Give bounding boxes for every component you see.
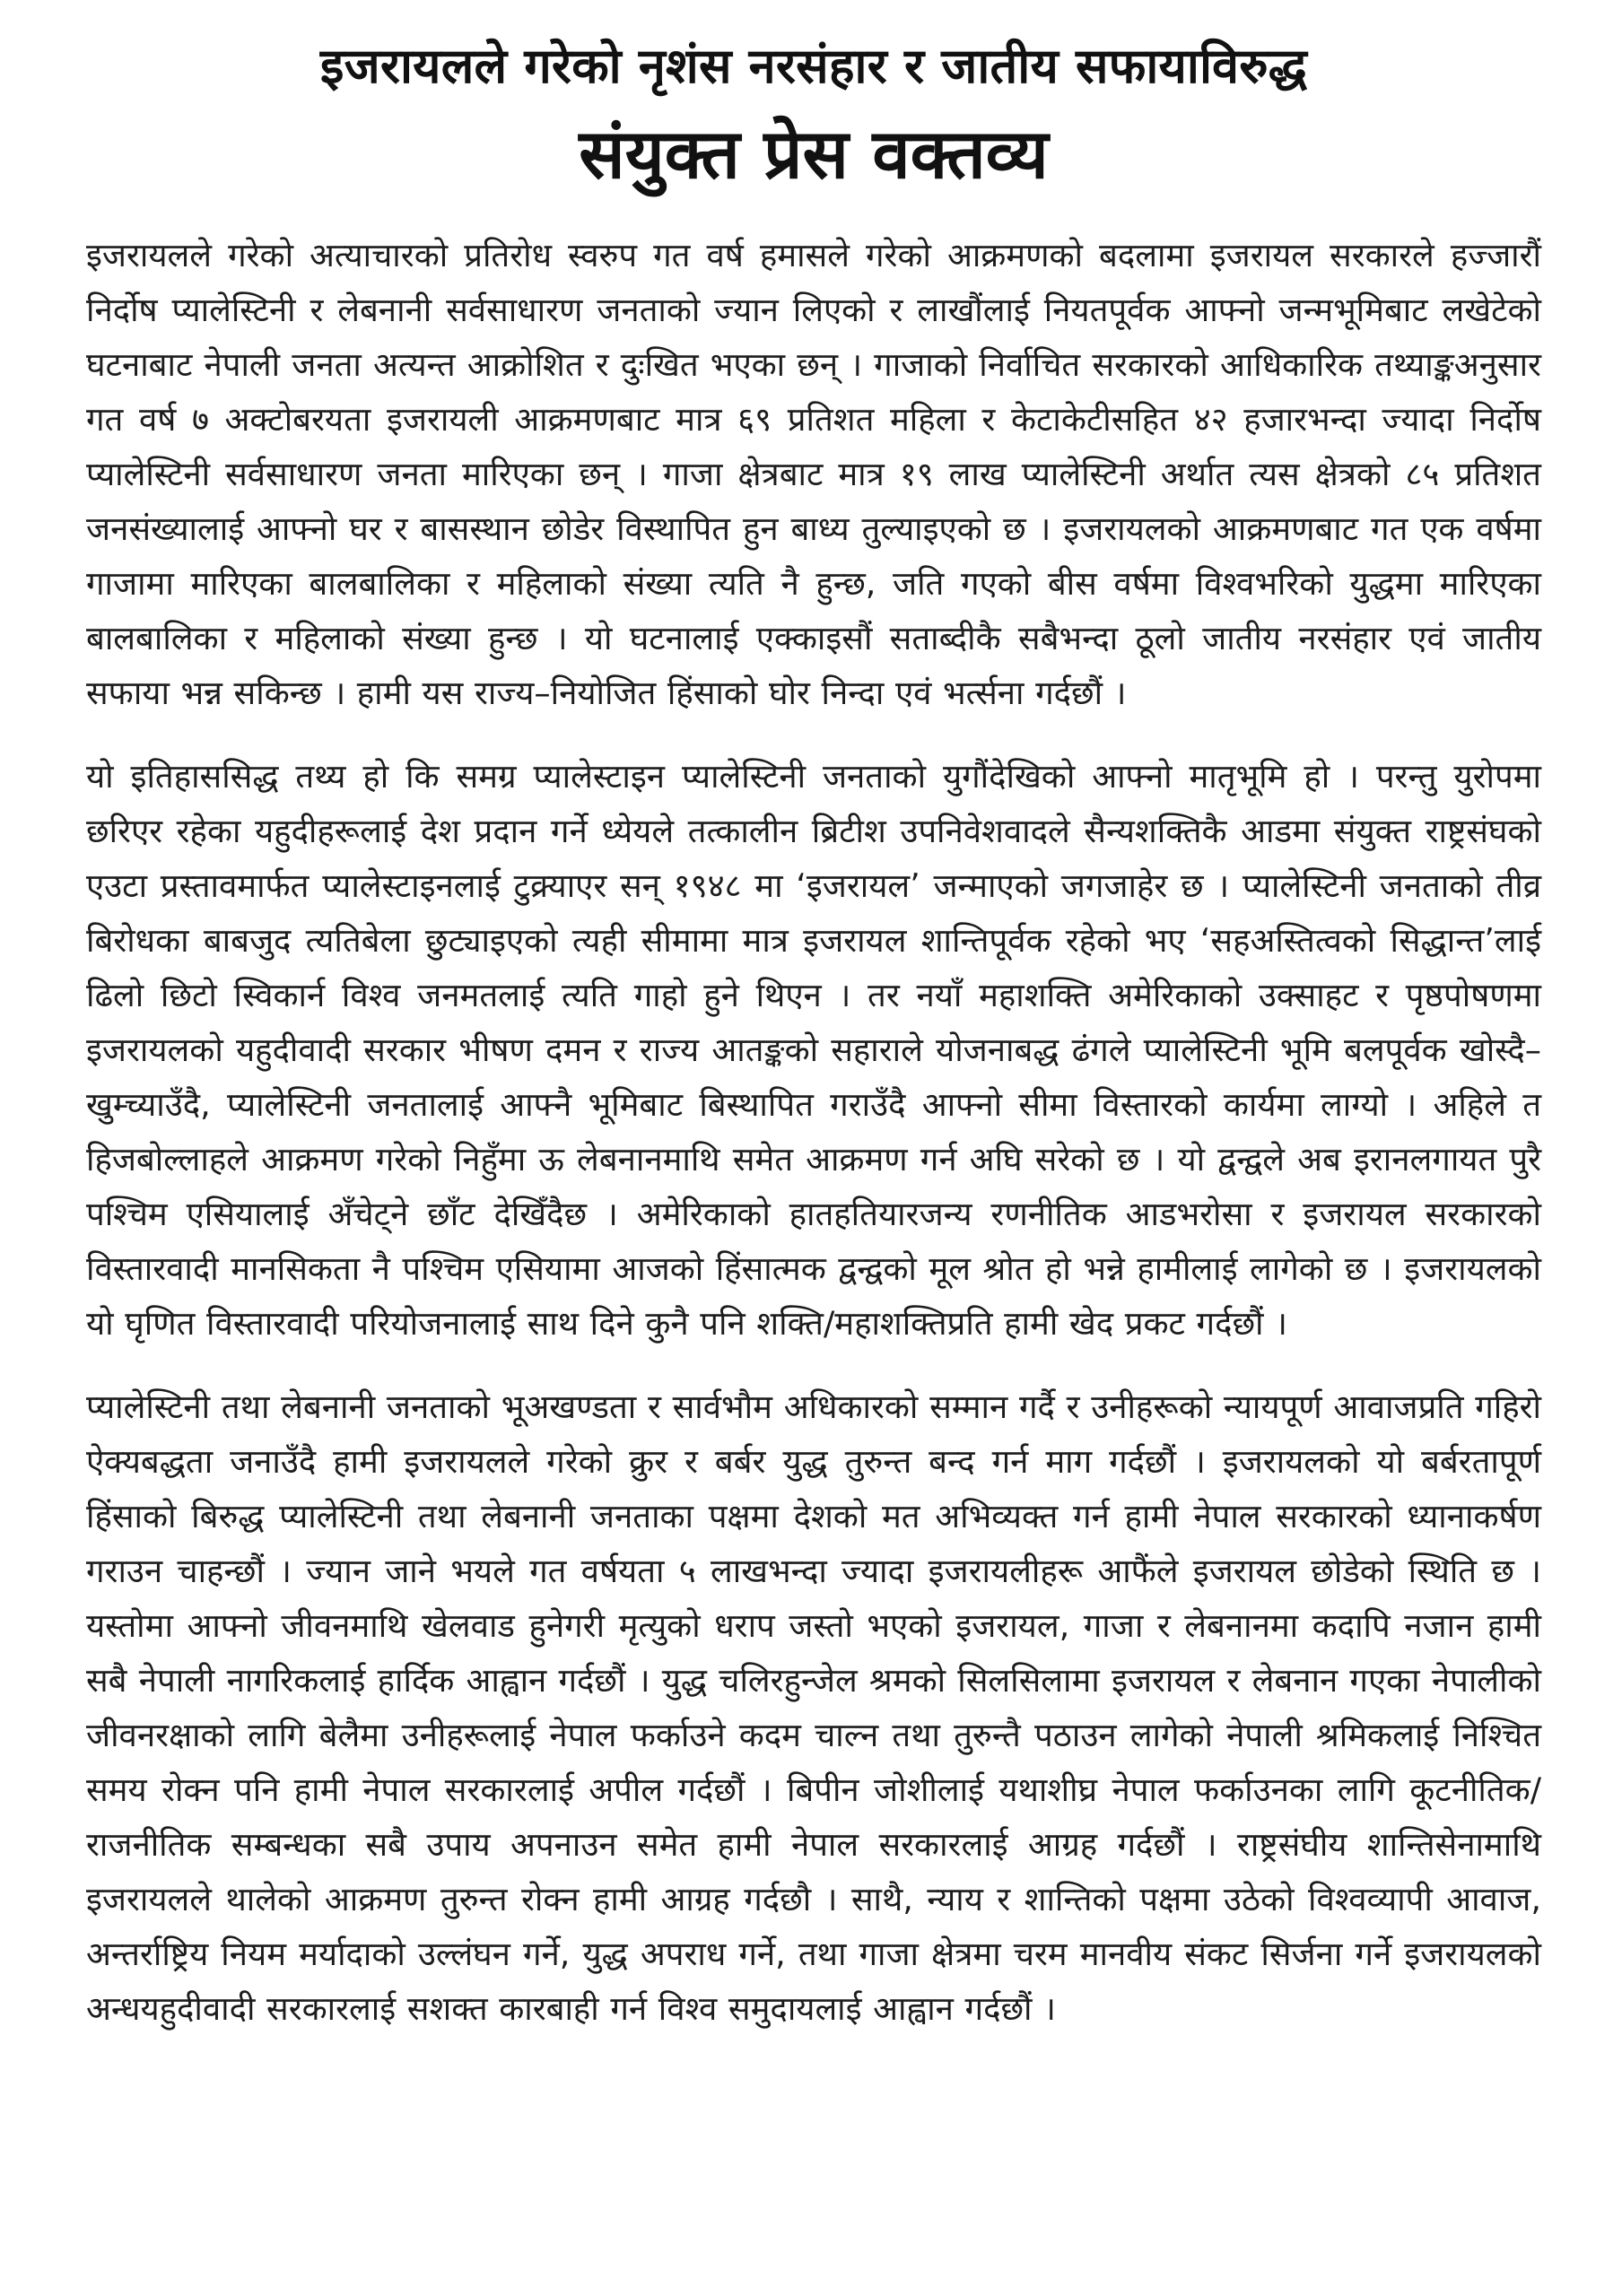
paragraph-1: इजरायलले गरेको अत्याचारको प्रतिरोध स्वरुप गत वर्ष हमासले गरेको आक्रमणको बदलामा इजरायल सरकारले हज्जारौं निर्दोष प्यालेस्टिनी र लेबनानी सर्वसाधारण जनताको ज्यान लिएको र लाखौंलाई नियतपूर्वक आफ्नो जन्मभूमिबाट लखेटेको घटनाबाट नेपाली जनता अत्यन्त आक्रोशित र दुःखित भएका छन् । गाजाको निर्वाचित सरकारको आधिकारिक तथ्याङ्कअनुसार गत वर्ष ७ अक्टोबरयता इजरायली आक्रमणबाट मात्र ६९ प्रतिशत महिला र केटाकेटीसहित ४२ हजारभन्दा ज्यादा निर्दोष प्यालेस्टिनी सर्वसाधारण जनता मारिएका छन् । गाजा क्षेत्रबाट मात्र १९ लाख प्यालेस्टिनी अर्थात त्यस क्षेत्रको ८५ प्रतिशत जनसंख्यालाई आफ्नो घर र बासस्थान छोडेर विस्थापित हुन बाध्य तुल्याइएको छ । इजरायलको आक्रमणबाट गत एक वर्षमा गाजामा मारिएका बालबालिका र महिलाको संख्या त्यति नै हुन्छ, जति गएको बीस वर्षमा विश्वभरिको युद्धमा मारिएका बालबालिका र महिलाको संख्या हुन्छ । यो घटनालाई एक्काइसौं सताब्दीकै सबैभन्दा ठूलो जातीय नरसंहार एवं जातीय सफाया भन्न सकिन्छ । हामी यस राज्य–नियोजित हिंसाको घोर निन्दा एवं भर्त्सना गर्दछौं । [86,236,1541,712]
paragraph-2: यो इतिहाससिद्ध तथ्य हो कि समग्र प्यालेस्टाइन प्यालेस्टिनी जनताको युगौंदेखिको आफ्नो मातृभूमि हो । परन्तु युरोपमा छरिएर रहेका यहुदीहरूलाई देश प्रदान गर्ने ध्येयले तत्कालीन ब्रिटीश उपनिवेशवादले सैन्यशक्तिकै आडमा संयुक्त राष्ट्रसंघको एउटा प्रस्तावमार्फत प्यालेस्टाइनलाई टुक्र्याएर सन् १९४८ मा ‘इजरायल’ जन्माएको जगजाहेर छ । प्यालेस्टिनी जनताको तीव्र बिरोधका बाबजुद त्यतिबेला छुट्याइएको त्यही सीमामा मात्र इजरायल शान्तिपूर्वक रहेको भए ‘सहअस्तित्वको सिद्धान्त’लाई ढिलो छिटो स्विकार्न विश्व जनमतलाई त्यति गाहो हुने थिएन । तर नयाँ महाशक्ति अमेरिकाको उक्साहट र पृष्ठपोषणमा इजरायलको यहुदीवादी सरकार भीषण दमन र राज्य आतङ्कको सहाराले योजनाबद्ध ढंगले प्यालेस्टिनी भूमि बलपूर्वक खोस्दै–खुम्च्याउँदै, प्यालेस्टिनी जनतालाई आफ्नै भूमिबाट बिस्थापित गराउँदै आफ्नो सीमा विस्तारको कार्यमा लाग्यो । अहिले त हिजबोल्लाहले आक्रमण गरेको निहुँमा ऊ लेबनानमाथि समेत आक्रमण गर्न अघि सरेको छ । यो द्वन्द्वले अब इरानलगायत पुरै पश्चिम एसियालाई अँचेट्ने छाँट देखिँदैछ । अमेरिकाको हातहतियारजन्य रणनीतिक आडभरोसा र इजरायल सरकारको विस्तारवादी मानसिकता नै पश्चिम एसियामा आजको हिंसात्मक द्वन्द्वको मूल श्रोत हो भन्ने हामीलाई लागेको छ । इजरायलको यो घृणित विस्तारवादी परियोजनालाई साथ दिने कुनै पनि शक्ति/महाशक्तिप्रति हामी खेद प्रकट गर्दछौं । [86,757,1541,1343]
document-title: इजरायलले गरेको नृशंस नरसंहार र जातीय सफायाविरुद्ध [319,38,1308,94]
document-subtitle: संयुक्त प्रेस वक्तव्य [579,114,1049,194]
paragraph-3: प्यालेस्टिनी तथा लेबनानी जनताको भूअखण्डता र सार्वभौम अधिकारको सम्मान गर्दै र उनीहरूको न्यायपूर्ण आवाजप्रति गहिरो ऐक्यबद्धता जनाउँदै हामी इजरायलले गरेको क्रुर र बर्बर युद्ध तुरुन्त बन्द गर्न माग गर्दछौं । इजरायलको यो बर्बरतापूर्ण हिंसाको बिरुद्ध प्यालेस्टिनी तथा लेबनानी जनताका पक्षमा देशको मत अभिव्यक्त गर्न हामी नेपाल सरकारको ध्यानाकर्षण गराउन चाहन्छौं । ज्यान जाने भयले गत वर्षयता ५ लाखभन्दा ज्यादा इजरायलीहरू आफैंले इजरायल छोडेको स्थिति छ । यस्तोमा आफ्नो जीवनमाथि खेलवाड हुनेगरी मृत्युको धराप जस्तो भएको इजरायल, गाजा र लेबनानमा कदापि नजान हामी सबै नेपाली नागरिकलाई हार्दिक आह्वान गर्दछौं । युद्ध चलिरहुन्जेल श्रमको सिलसिलामा इजरायल र लेबनान गएका नेपालीको जीवनरक्षाको लागि बेलैमा उनीहरूलाई नेपाल फर्काउने कदम चाल्न तथा तुरुन्तै पठाउन लागेको नेपाली श्रमिकलाई निश्चित समय रोक्न पनि हामी नेपाल सरकारलाई अपील गर्दछौं । बिपीन जोशीलाई यथाशीघ्र नेपाल फर्काउनका लागि कूटनीतिक/राजनीतिक सम्बन्धका सबै उपाय अपनाउन समेत हामी नेपाल सरकारलाई आग्रह गर्दछौं । राष्ट्रसंघीय शान्तिसेनामाथि इजरायलले थालेको आक्रमण तुरुन्त रोक्न हामी आग्रह गर्दछौ । साथै, न्याय र शान्तिको पक्षमा उठेको विश्वव्यापी आवाज, अन्तर्राष्ट्रिय नियम मर्यादाको उल्लंघन गर्ने, युद्ध अपराध गर्ने, तथा गाजा क्षेत्रमा चरम मानवीय संकट सिर्जना गर्ने इजरायलको अन्धयहुदीवादी सरकारलाई सशक्त कारबाही गर्न विश्व समुदायलाई आह्वान गर्दछौं । [86,1387,1541,2028]
title-block [86,25,1541,201]
